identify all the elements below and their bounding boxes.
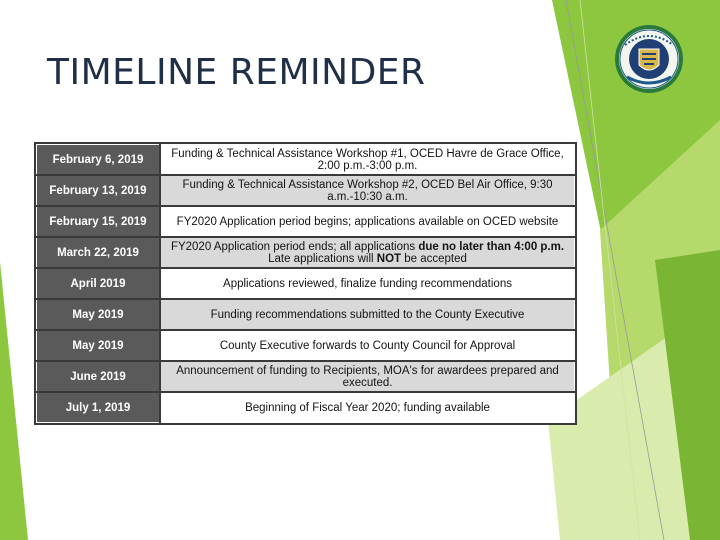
row-date: May 2019: [36, 299, 160, 330]
event-text: Late applications will: [268, 252, 377, 265]
event-text: FY2020 Application period ends; all applications: [170, 240, 419, 253]
county-seal-icon: [613, 23, 685, 95]
emphasis-text: due no later than 4:00 p.m.: [418, 240, 565, 253]
row-date: February 6, 2019: [36, 144, 160, 175]
event-text: be accepted: [401, 252, 467, 265]
row-date: April 2019: [36, 268, 160, 299]
table-row: [36, 268, 575, 299]
row-event: Beginning of Fiscal Year 2020; funding available: [160, 392, 575, 423]
table-row: [36, 144, 575, 175]
table-row: [36, 330, 575, 361]
row-date: March 22, 2019: [36, 237, 160, 268]
row-date: July 1, 2019: [36, 392, 160, 423]
row-event: County Executive forwards to County Council for Approval: [160, 330, 575, 361]
row-event: FY2020 Application period begins; applications available on OCED website: [160, 206, 575, 237]
row-date: February 13, 2019: [36, 175, 160, 206]
row-event: Funding & Technical Assistance Workshop #2, OCED Bel Air Office, 9:30 a.m.-10:30 a.m.: [160, 175, 575, 206]
table-row: [36, 206, 575, 237]
row-event: Funding & Technical Assistance Workshop #1, OCED Havre de Grace Office, 2:00 p.m.-3:00 p.m.: [160, 144, 575, 175]
row-event: Announcement of funding to Recipients, MOA's for awardees prepared and executed.: [160, 361, 575, 392]
table-row: [36, 299, 575, 330]
timeline-table: [35, 143, 576, 424]
table-row: [36, 237, 575, 268]
table-row: [36, 392, 575, 423]
table-row: [36, 361, 575, 392]
row-event: [160, 237, 575, 268]
slide-title: TIMELINE REMINDER: [47, 52, 426, 93]
table-row: [36, 175, 575, 206]
left-green-shape: [0, 262, 28, 540]
emphasis-text: NOT: [376, 252, 402, 265]
row-date: June 2019: [36, 361, 160, 392]
row-event: Applications reviewed, finalize funding recommendations: [160, 268, 575, 299]
row-date: February 15, 2019: [36, 206, 160, 237]
row-date: May 2019: [36, 330, 160, 361]
row-event: Funding recommendations submitted to the County Executive: [160, 299, 575, 330]
